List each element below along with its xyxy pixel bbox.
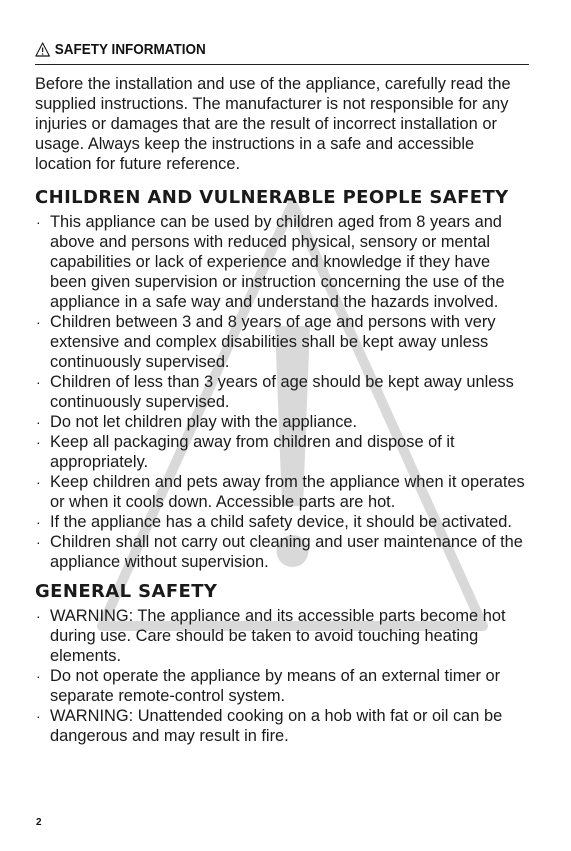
list-item — [35, 512, 531, 532]
list-item-text: Do not operate the appliance by means of an external timer or separate remote-control system. — [50, 667, 501, 705]
bullet-glyph: · — [36, 414, 41, 430]
bullet-glyph: · — [36, 514, 41, 530]
children-safety-list — [35, 212, 531, 572]
bullet-glyph: · — [36, 434, 41, 450]
list-item — [35, 372, 531, 412]
bullet-glyph: · — [36, 708, 41, 724]
list-item — [35, 412, 531, 432]
header-divider — [35, 64, 529, 65]
list-item — [35, 666, 531, 706]
page-content — [0, 41, 571, 746]
general-safety-heading: GENERAL SAFETY — [35, 581, 218, 602]
list-item — [35, 606, 531, 666]
list-item-text: WARNING: Unattended cooking on a hob with fat or oil can be dangerous and may result in fire. — [50, 707, 503, 745]
children-safety-heading: CHILDREN AND VULNERABLE PEOPLE SAFETY — [35, 187, 509, 208]
general-safety-list — [35, 606, 531, 746]
intro-paragraph: Before the installation and use of the appliance, carefully read the supplied instructions. The manufacturer is not responsible for any injuries or damages that are the result of incorrect installation or usage. Always keep the instructions in a safe and accessible location for future reference. — [35, 75, 511, 173]
list-item-text: Keep children and pets away from the appliance when it operates or when it cools down. Accessible parts are hot. — [50, 473, 525, 511]
list-item — [35, 532, 531, 572]
bullet-glyph: · — [36, 534, 41, 550]
bullet-glyph: · — [36, 374, 41, 390]
list-item — [35, 212, 531, 312]
list-item-text: Children of less than 3 years of age should be kept away unless continuously supervised. — [50, 373, 514, 411]
warning-triangle-icon — [35, 42, 50, 57]
list-item-text: If the appliance has a child safety device, it should be activated. — [50, 513, 512, 531]
list-item-text: WARNING: The appliance and its accessible parts become hot during use. Care should be taken to avoid touching heating elements. — [50, 607, 506, 665]
bullet-glyph: · — [36, 608, 41, 624]
bullet-glyph: · — [36, 668, 41, 684]
bullet-glyph: · — [36, 314, 41, 330]
list-item — [35, 472, 531, 512]
bullet-glyph: · — [36, 474, 41, 490]
list-item-text: Keep all packaging away from children and dispose of it appropriately. — [50, 433, 455, 471]
list-item-text: Children between 3 and 8 years of age and persons with very extensive and complex disabilities shall be kept away unless continuously supervised. — [50, 313, 496, 371]
list-item-text: Children shall not carry out cleaning and user maintenance of the appliance without supervision. — [50, 533, 523, 571]
list-item-text: This appliance can be used by children aged from 8 years and above and persons with reduced physical, sensory or mental capabilities or lack of experience and knowledge if they have been given supervision or instruction concerning the use of the appliance in a safe way and understand the hazards involved. — [50, 213, 505, 311]
page-number: 2 — [36, 817, 42, 828]
bullet-glyph: · — [36, 214, 41, 230]
list-item — [35, 312, 531, 372]
list-item-text: Do not let children play with the appliance. — [50, 413, 358, 431]
list-item — [35, 706, 531, 746]
section-header-title: SAFETY INFORMATION — [54, 41, 206, 58]
list-item — [35, 432, 531, 472]
section-header — [35, 41, 481, 58]
